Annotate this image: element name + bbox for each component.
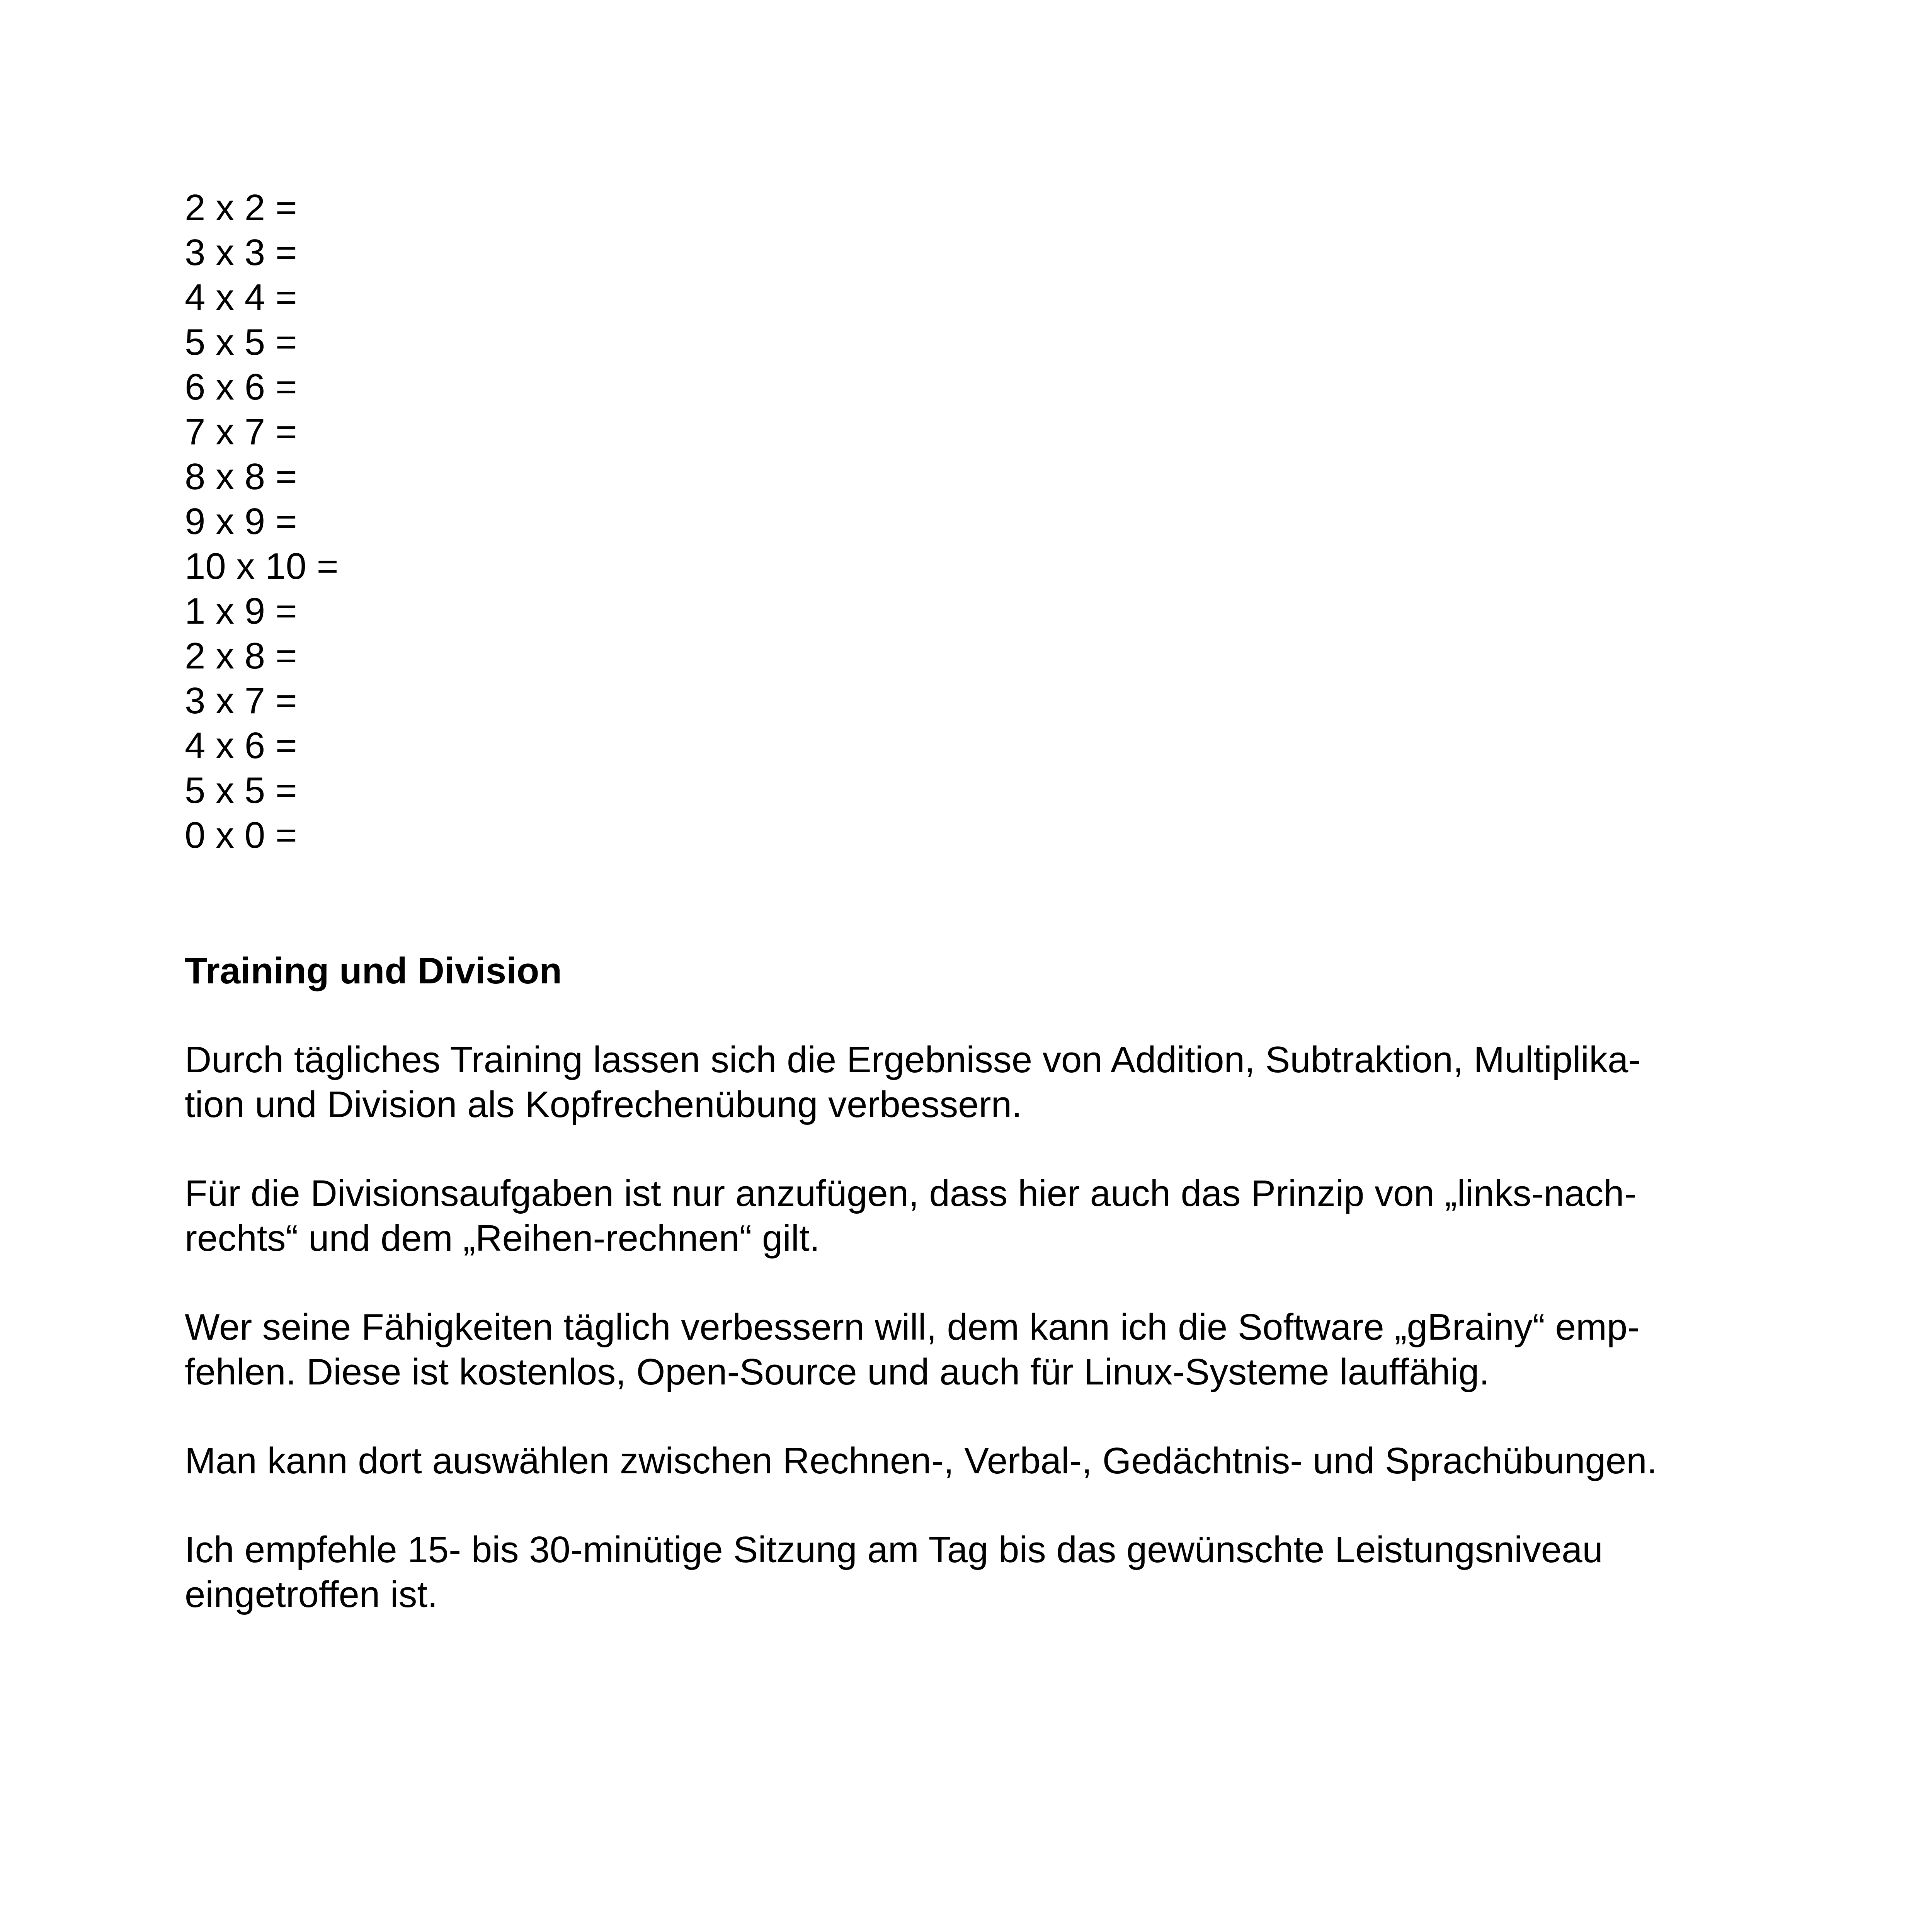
equation-line: 6 x 6 = [185,366,297,408]
equation-line: 4 x 4 = [185,277,297,318]
paragraph-line: Man kann dort auswählen zwischen Rechnen-, Verbal-, Gedächtnis- und Sprachübungen. [185,1440,1657,1481]
paragraph-line: tion und Division als Kopfrechenübung verbessern. [185,1084,1022,1125]
section-heading: Training und Division [185,950,562,992]
paragraph-software [185,1305,1746,1395]
paragraph-line: Für die Divisionsaufgaben ist nur anzufügen, dass hier auch das Prinzip von „links-nach- [185,1173,1637,1214]
paragraph-recommendation [185,1527,1746,1617]
equation-line: 0 x 0 = [185,815,297,856]
paragraph-line: fehlen. Diese ist kostenlos, Open-Source und auch für Linux-Systeme lauffähig. [185,1351,1490,1393]
page-content [185,185,1746,1617]
equation-line: 10 x 10 = [185,546,339,587]
equation-line: 3 x 7 = [185,680,297,721]
equation-line: 4 x 6 = [185,725,297,766]
equation-line: 1 x 9 = [185,590,297,632]
paragraph-training [185,1037,1746,1127]
paragraph-division [185,1171,1746,1261]
paragraph-line: eingetroffen ist. [185,1574,438,1615]
equation-line: 9 x 9 = [185,501,297,542]
paragraph-line: Durch tägliches Training lassen sich die Ergebnisse von Addition, Subtraktion, Multiplika- [185,1039,1641,1080]
paragraph-exercises [185,1439,1746,1483]
equation-line: 2 x 8 = [185,635,297,677]
equation-line: 3 x 3 = [185,232,297,273]
paragraph-line: Ich empfehle 15- bis 30-minütige Sitzung am Tag bis das gewünschte Leistungsniveau [185,1529,1603,1570]
equation-line: 8 x 8 = [185,456,297,497]
equation-line: 2 x 2 = [185,187,297,228]
paragraph-line: rechts“ und dem „Reihen-rechnen“ gilt. [185,1218,820,1259]
equation-line: 5 x 5 = [185,321,297,363]
equation-line: 5 x 5 = [185,770,297,811]
equation-list [185,185,1746,858]
paragraph-line: Wer seine Fähigkeiten täglich verbessern will, dem kann ich die Software „gBrainy“ emp- [185,1306,1640,1348]
equation-line: 7 x 7 = [185,411,297,452]
